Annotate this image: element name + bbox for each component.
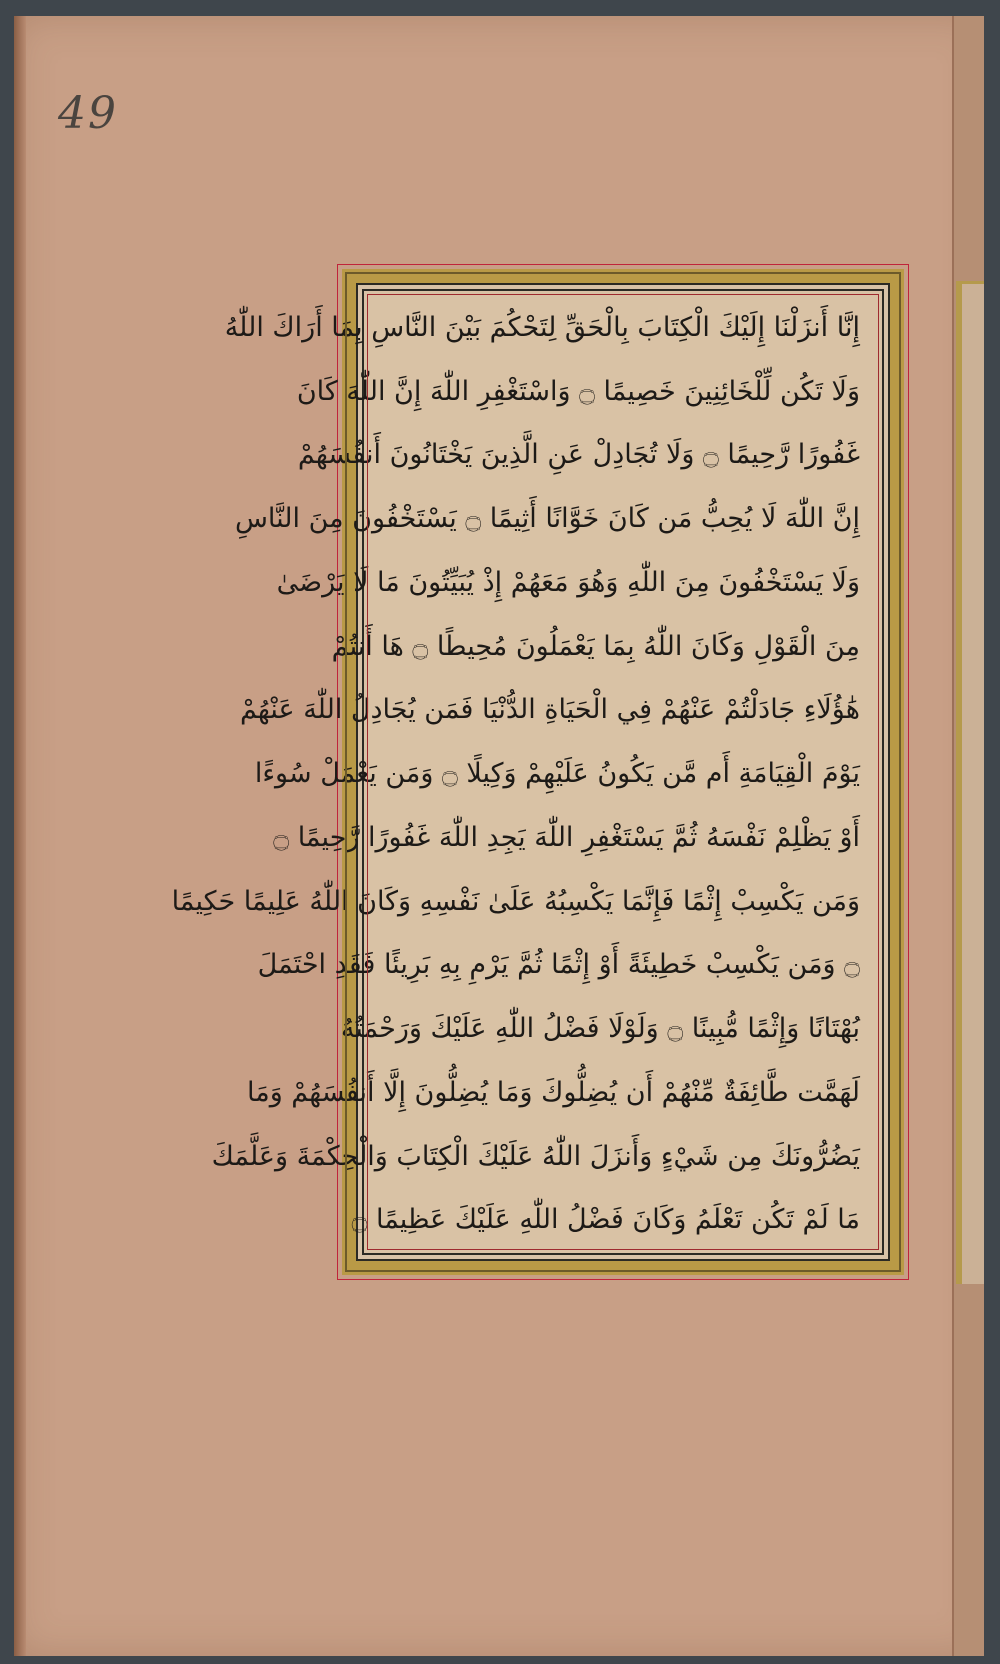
text-line: إِنَّا أَنزَلْنَا إِلَيْكَ الْكِتَابَ بِالْحَقِّ لِتَحْكُمَ بَيْنَ النَّاسِ بِمَا أَرَاكَ اللّٰهُ [224,312,860,343]
text-line: وَلَا تَكُن لِّلْخَائِنِينَ خَصِيمًا ۝ وَاسْتَغْفِرِ اللّٰهَ إِنَّ اللّٰهَ كَانَ [296,375,860,407]
text-line: لَهَمَّت طَّائِفَةٌ مِّنْهُمْ أَن يُضِلُّوكَ وَمَا يُضِلُّونَ إِلَّا أَنفُسَهُمْ وَمَا [247,1076,860,1108]
text-panel [171,289,884,1255]
text-line: ۝ وَمَن يَكْسِبْ خَطِيئَةً أَوْ إِثْمًا ثُمَّ يَرْمِ بِهِ بَرِيئًا فَقَدِ احْتَمَلَ [257,949,860,981]
text-line: وَلَا يَسْتَخْفُونَ مِنَ اللّٰهِ وَهُوَ مَعَهُمْ إِذْ يُبَيِّتُونَ مَا لَا يَرْضَىٰ [276,566,860,598]
text-line: إِنَّ اللّٰهَ لَا يُحِبُّ مَن كَانَ خَوَّانًا أَثِيمًا ۝ يَسْتَخْفُونَ مِنَ النَّاسِ [234,503,860,535]
text-line: مِنَ الْقَوْلِ وَكَانَ اللّٰهُ بِمَا يَعْمَلُونَ مُحِيطًا ۝ هَا أَنتُمْ [331,630,860,662]
text-line: وَمَن يَكْسِبْ إِثْمًا فَإِنَّمَا يَكْسِبُهُ عَلَىٰ نَفْسِهِ وَكَانَ اللّٰهُ عَلِيمًا حَكِيمًا [171,885,860,917]
text-line: هَٰؤُلَاءِ جَادَلْتُمْ عَنْهُمْ فِي الْحَيَاةِ الدُّنْيَا فَمَن يُجَادِلُ اللّٰهَ عَنْهُمْ [239,694,860,726]
text-line: أَوْ يَظْلِمْ نَفْسَهُ ثُمَّ يَسْتَغْفِرِ اللّٰهَ يَجِدِ اللّٰهَ غَفُورًا رَّحِيمًا ۝ [273,821,860,853]
folio-number: 49 [58,88,118,139]
gold-border [171,269,904,1275]
text-line: يَضُرُّونَكَ مِن شَيْءٍ وَأَنزَلَ اللّٰهُ عَلَيْكَ الْكِتَابَ وَالْحِكْمَةَ وَعَلَّمَكَ [211,1140,860,1172]
text-line: يَوْمَ الْقِيَامَةِ أَم مَّن يَكُونُ عَلَيْهِمْ وَكِيلًا ۝ وَمَن يَعْمَلْ سُوءًا [254,758,860,790]
text-line: مَا لَمْ تَكُن تَعْلَمُ وَكَانَ فَضْلُ اللّٰهِ عَلَيْكَ عَظِيمًا ۝ [351,1204,860,1236]
text-line: بُهْتَانًا وَإِثْمًا مُّبِينًا ۝ وَلَوْلَا فَضْلُ اللّٰهِ عَلَيْكَ وَرَحْمَتُهُ [340,1013,860,1045]
text-line: غَفُورًا رَّحِيمًا ۝ وَلَا تُجَادِلْ عَنِ الَّذِينَ يَخْتَانُونَ أَنفُسَهُمْ [297,439,860,471]
facing-page-frame [956,281,984,1284]
facing-page-edge [952,16,984,1656]
page-edge [14,16,26,1656]
text-block-frame [171,264,909,1280]
